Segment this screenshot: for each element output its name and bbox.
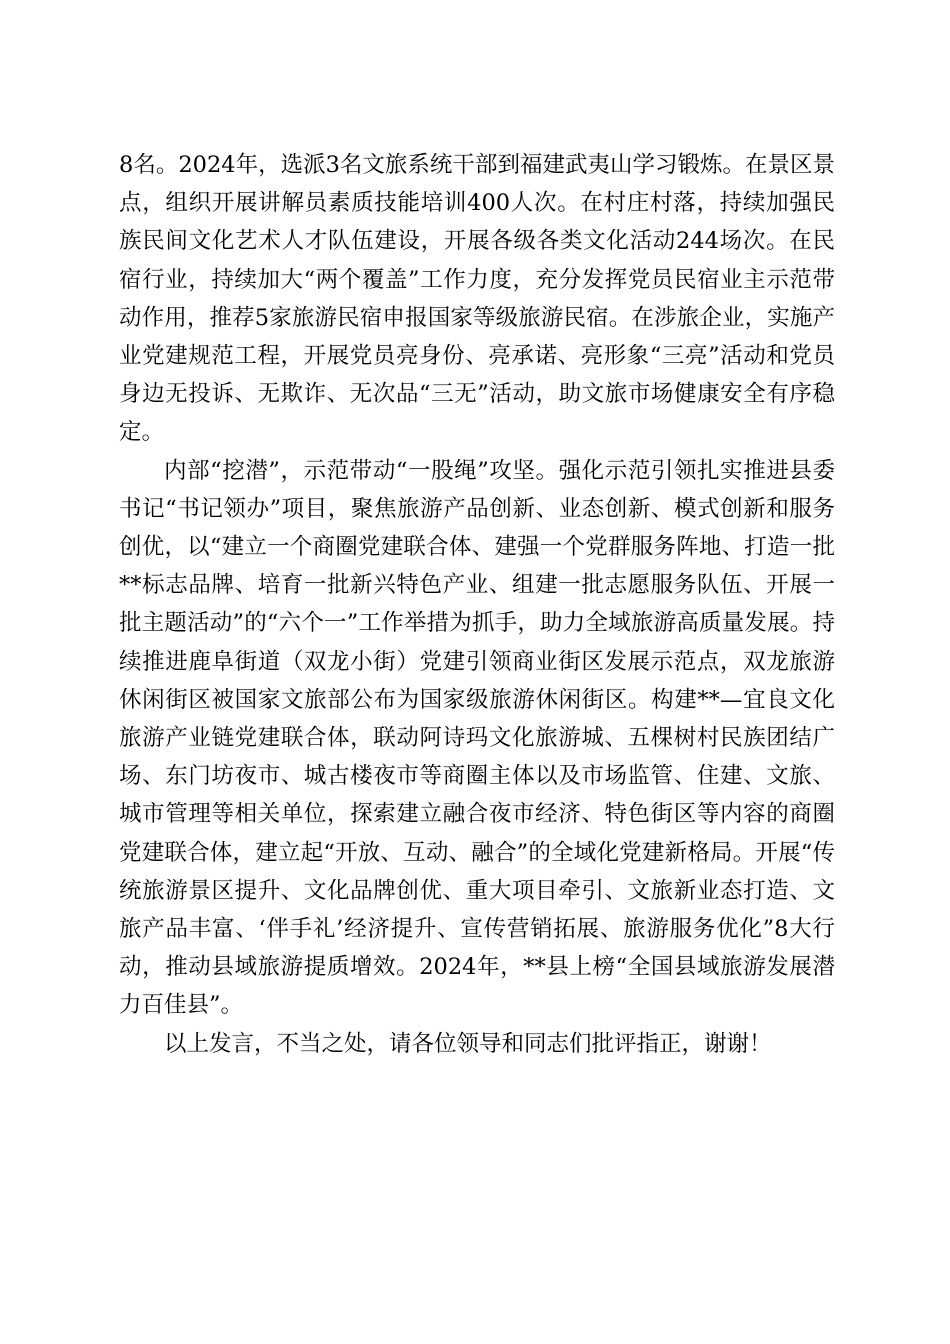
paragraph-closing: 以上发言，不当之处，请各位领导和同志们批评指正，谢谢！ bbox=[164, 1030, 772, 1057]
document-page bbox=[119, 146, 835, 1063]
paragraph-internal-potential: 内部“挖潜”，示范带动“一股绳”攻坚。强化示范引领扎实推进县委书记“书记领办”项目，聚焦旅游产品创新、业态创新、模式创新和服务创优，以“建立一个商圈党建联合体、建强一个党群服务阵地、打造一批**标志品牌、培育一批新兴特色产业、组建一批志愿服务队伍、开展一批主题活动”的“六个一”工作举措为抓手，助力全域旅游高质量发展。持续推进鹿阜街道（双龙小街）党建引领商业街区发展示范点，双龙旅游休闲街区被国家文旅部公布为国家级旅游休闲街区。构建**—宜良文化旅游产业链党建联合体，联动阿诗玛文化旅游城、五棵树村民族团结广场、东门坊夜市、城古楼夜市等商圈主体以及市场监管、住建、文旅、城市管理等相关单位，探索建立融合夜市经济、特色街区等内容的商圈党建联合体，建立起“开放、互动、融合”的全域化党建新格局。开展“传统旅游景区提升、文化品牌创优、重大项目牵引、文旅新业态打造、文旅产品丰富、‘伴手礼’经济提升、宣传营销拓展、旅游服务优化”8大行动，推动县域旅游提质增效。2024年，**县上榜“全国县域旅游发展潜力百佳县”。 bbox=[119, 457, 835, 1019]
paragraph-continuation: 8名。2024年，选派3名文旅系统干部到福建武夷山学习锻炼。在景区景点，组织开展讲解员素质技能培训400人次。在村庄村落，持续加强民族民间文化艺术人才队伍建设，开展各级各类文化活动244场次。在民宿行业，持续加大“两个覆盖”工作力度，充分发挥党员民宿业主示范带动作用，推荐5家旅游民宿申报国家等级旅游民宿。在涉旅企业，实施产业党建规范工程，开展党员亮身份、亮承诺、亮形象“三亮”活动和党员身边无投诉、无欺诈、无次品“三无”活动，助文旅市场健康安全有序稳定。 bbox=[119, 152, 835, 446]
